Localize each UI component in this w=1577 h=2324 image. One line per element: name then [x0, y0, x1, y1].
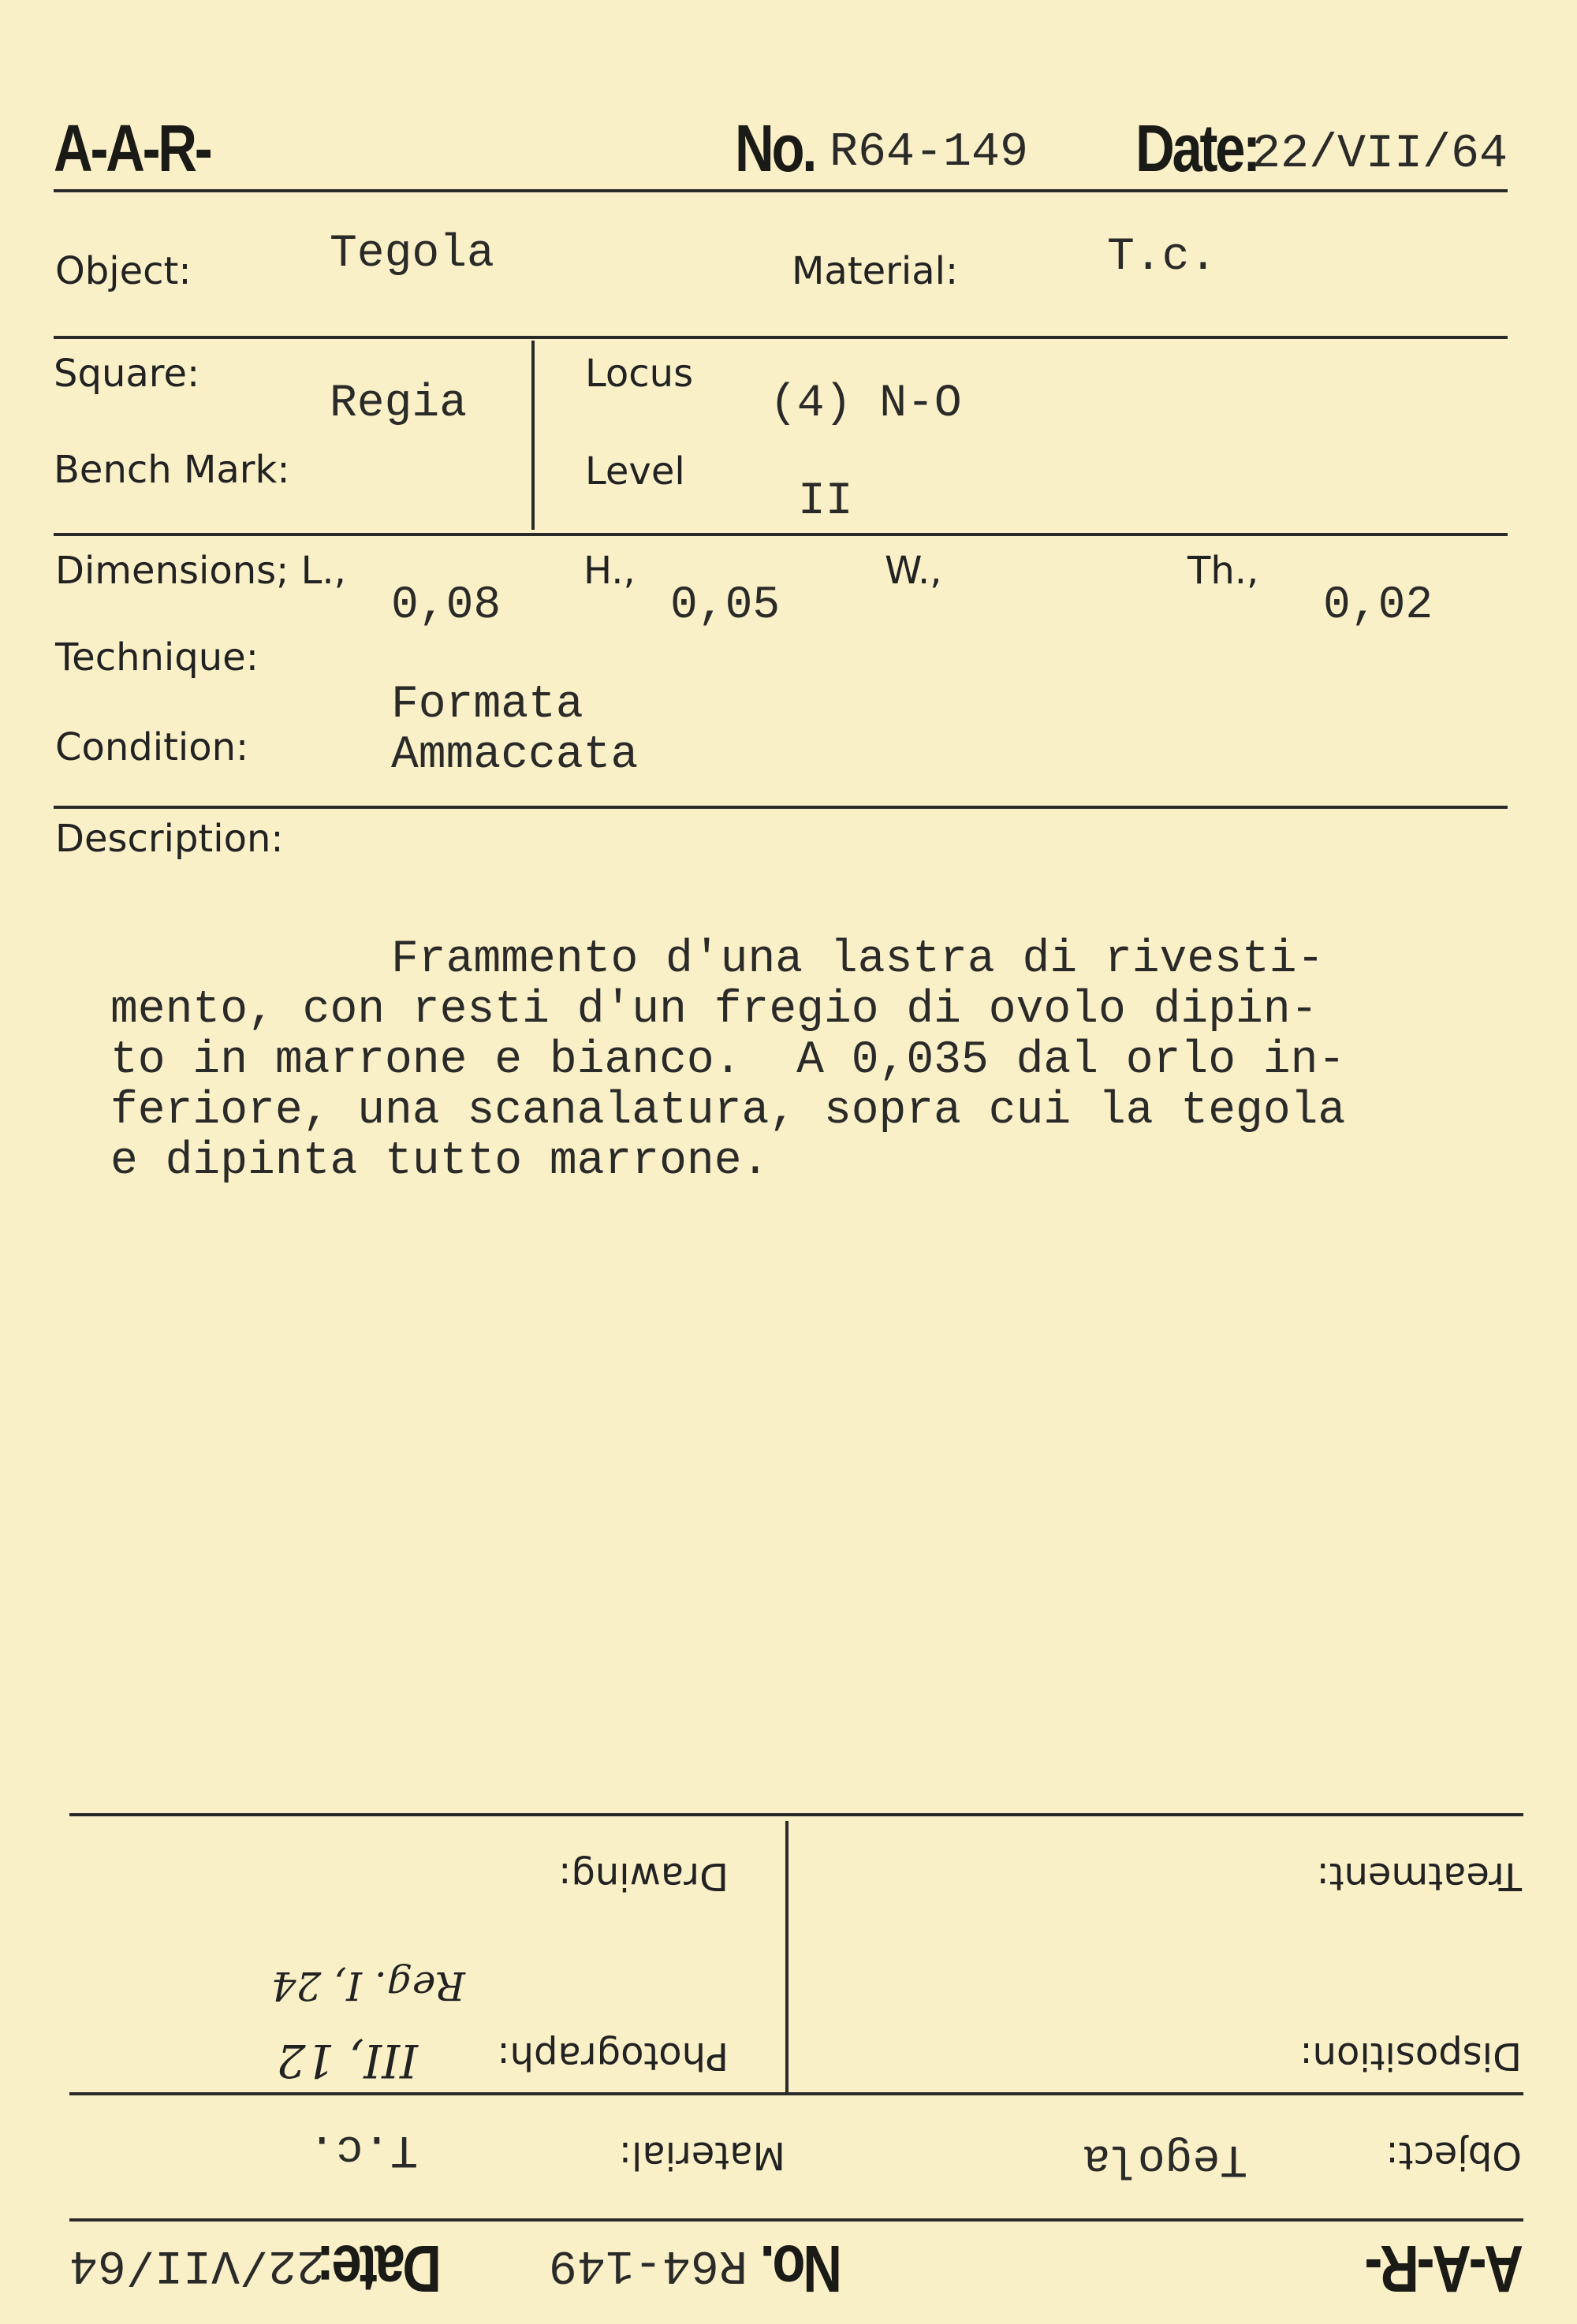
material-label: Material:: [792, 249, 959, 293]
rule-4: [54, 806, 1508, 809]
inverted-bottom-section: [0, 1687, 1577, 2324]
rule-3: [54, 533, 1508, 536]
bottom-date-value: 22/VII/64: [69, 2237, 325, 2291]
bottom-date-label: Date:: [319, 2232, 442, 2306]
rule-2: [54, 336, 1508, 339]
height-label: H.,: [583, 549, 636, 593]
condition-value: Ammaccata: [391, 730, 639, 781]
bottom-org-code: A-A-R-: [1366, 2232, 1523, 2306]
dimensions-label: Dimensions; L.,: [55, 549, 346, 593]
number-value: R64-149: [830, 126, 1029, 180]
bottom-number-label: No.: [762, 2232, 842, 2306]
square-label: Square:: [54, 352, 200, 396]
bottom-object-label: Object:: [1385, 2133, 1522, 2177]
date-value: 22/VII/64: [1252, 128, 1508, 181]
bottom-divider: [785, 1821, 788, 2092]
locus-label: Locus: [585, 352, 694, 396]
disposition-label: Disposition:: [1299, 2034, 1522, 2078]
treatment-label: Treatment:: [1316, 1854, 1522, 1898]
square-locus-divider: [531, 341, 535, 530]
date-label: Date:: [1135, 111, 1258, 185]
material-value: T.c.: [1107, 232, 1217, 283]
width-label: W.,: [885, 549, 942, 593]
bench-mark-label: Bench Mark:: [54, 448, 290, 492]
thickness-value: 0,02: [1323, 580, 1433, 631]
bottom-rule-3: [69, 1813, 1523, 1816]
drawing-label: Drawing:: [558, 1854, 729, 1898]
description-label: Description:: [55, 817, 284, 861]
object-value: Tegola: [330, 229, 494, 280]
height-value: 0,05: [670, 580, 781, 631]
photograph-label: Photograph:: [497, 2034, 729, 2078]
bottom-object-value: Tegola: [1083, 2132, 1247, 2184]
description-line-3: to in marrone e bianco. A 0,035 dal orlo in-: [110, 1035, 1346, 1086]
square-value: Regia: [330, 378, 468, 430]
header-rule: [54, 189, 1508, 192]
technique-label: Technique:: [55, 635, 259, 680]
bottom-number-value: R64-149: [548, 2237, 747, 2291]
photograph-value: III, 12: [276, 2034, 418, 2088]
thickness-label: Th.,: [1187, 549, 1259, 593]
level-value: II: [798, 476, 853, 527]
bottom-material-value: T.c.: [308, 2123, 418, 2174]
description-line-5: e dipinta tutto marrone.: [110, 1136, 770, 1187]
condition-label: Condition:: [55, 725, 249, 769]
bottom-rule-1: [69, 2218, 1523, 2222]
bottom-rule-2: [69, 2092, 1523, 2095]
locus-value: (4) N-O: [770, 378, 962, 430]
org-code: A-A-R-: [54, 111, 211, 185]
technique-value: Formata: [391, 680, 583, 731]
description-line-4: feriore, una scanalatura, sopra cui la tegola: [110, 1086, 1346, 1137]
level-label: Level: [585, 449, 685, 493]
photograph-extra: Reg. I, 24: [270, 1963, 465, 2009]
description-line-2: mento, con resti d'un fregio di ovolo dipin-: [110, 985, 1318, 1036]
length-value: 0,08: [391, 580, 501, 631]
number-label: No.: [735, 111, 815, 185]
object-label: Object:: [55, 249, 192, 293]
description-line-1: Frammento d'una lastra di rivesti-: [391, 934, 1325, 985]
bottom-material-label: Material:: [618, 2133, 785, 2177]
